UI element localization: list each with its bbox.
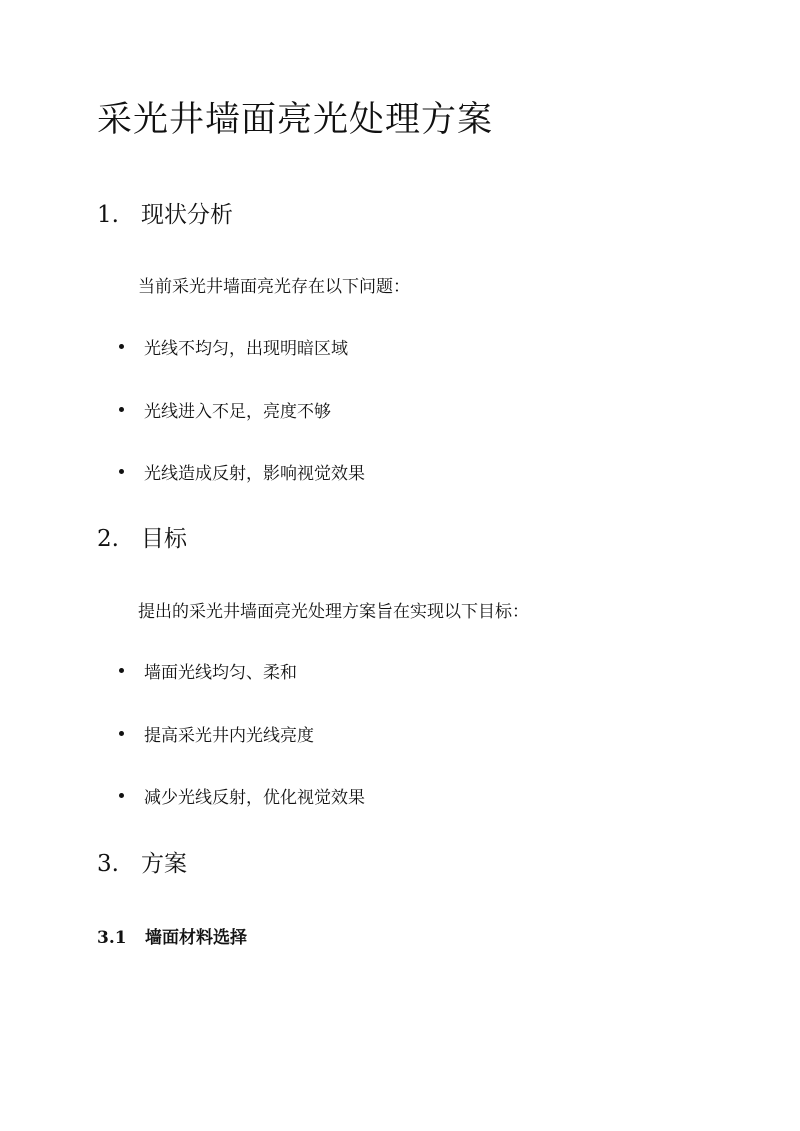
- section-number: 3.: [97, 851, 119, 877]
- section-title: 目标: [141, 526, 187, 552]
- list-item: [119, 397, 331, 422]
- section-heading: [97, 520, 187, 553]
- subsection-number: 3.1: [97, 928, 127, 948]
- section-number: 1.: [97, 202, 119, 228]
- list-item: [119, 783, 365, 808]
- document-title: 采光井墙面亮光处理方案: [97, 100, 494, 140]
- list-item: [119, 721, 314, 746]
- section-heading: [97, 196, 233, 229]
- section-title: 现状分析: [141, 202, 233, 228]
- section-title: 方案: [141, 851, 187, 877]
- section-number: 2.: [97, 526, 119, 552]
- subsection-title: 墙面材料选择: [145, 928, 247, 948]
- list-item-text: 墙面光线均匀、柔和: [144, 663, 297, 683]
- list-item-text: 提高采光井内光线亮度: [144, 726, 314, 746]
- list-item: [119, 459, 365, 484]
- section-heading: [97, 845, 187, 878]
- list-item: [119, 658, 297, 683]
- section-intro: 当前采光井墙面亮光存在以下问题：: [138, 277, 410, 297]
- list-item: [119, 334, 348, 359]
- bullet-icon: [119, 731, 124, 736]
- section-intro: 提出的采光井墙面亮光处理方案旨在实现以下目标：: [138, 602, 529, 622]
- bullet-icon: [119, 344, 124, 349]
- list-item-text: 光线不均匀，出现明暗区域: [144, 339, 348, 359]
- subsection-heading: [97, 923, 247, 948]
- bullet-icon: [119, 407, 124, 412]
- bullet-icon: [119, 668, 124, 673]
- list-item-text: 减少光线反射，优化视觉效果: [144, 788, 365, 808]
- list-item-text: 光线进入不足，亮度不够: [144, 402, 331, 422]
- list-item-text: 光线造成反射，影响视觉效果: [144, 464, 365, 484]
- bullet-icon: [119, 469, 124, 474]
- bullet-icon: [119, 793, 124, 798]
